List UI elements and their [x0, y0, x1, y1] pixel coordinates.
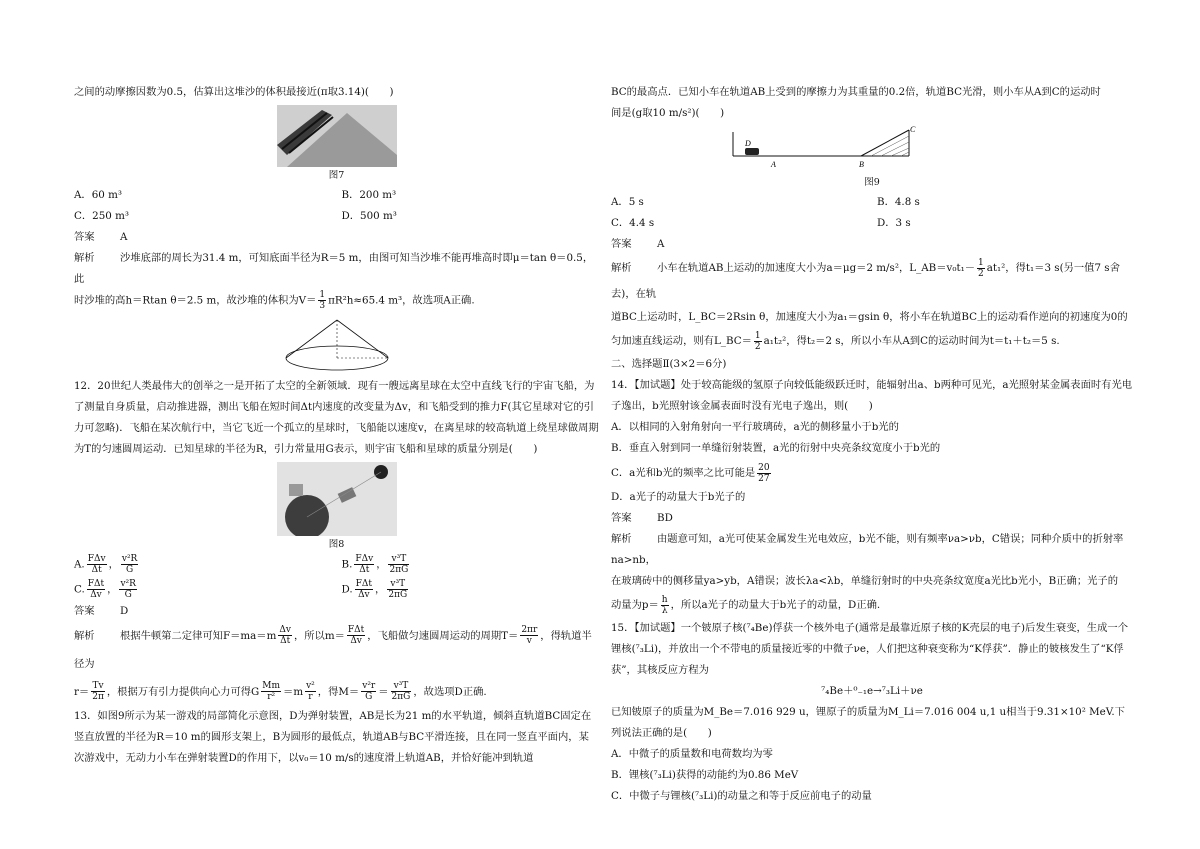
q13-analysis-line-1	[611, 255, 1133, 307]
fraction	[388, 554, 409, 575]
analysis-text: ，得轨道半径为	[74, 629, 592, 670]
numerator: FΔt	[347, 625, 365, 635]
denominator: 2πG	[388, 590, 408, 600]
q14-analysis-line-2: 在玻璃砖中的侧移量ya>yb，A错误；波长λa<λb，单缝衍射时的中央亮条纹宽度a光比b光小，B正确；光子的	[611, 575, 1119, 587]
q13-tail-2: 间是(g取10 m/s²)( )	[611, 107, 725, 119]
q11-analysis-line-1	[74, 248, 599, 290]
q12-option-a[interactable]: A. $\frac{\text{FΔv}}{\Delta t}$ ， $\frac{\text{v²R}}{G}$	[74, 553, 138, 575]
analysis-text: ，得M＝	[317, 685, 360, 698]
analysis-text: ＝	[378, 685, 389, 698]
fraction	[305, 681, 316, 702]
analysis-label: 解析	[611, 533, 632, 545]
analysis-text: 由题意可知，a光可使某金属发生光电效应，b光不能，则有频率νa>νb，C错误；同种介质中的折射率na>nb，	[611, 533, 1124, 566]
fraction	[387, 579, 408, 600]
numerator: v³T	[387, 579, 408, 590]
fraction	[757, 463, 770, 484]
q12-analysis-line-2	[74, 678, 599, 706]
label-b: B	[859, 160, 864, 169]
answer-label: 答案	[611, 512, 632, 524]
q14-option-c[interactable]	[611, 459, 1133, 487]
q11-tail: 之间的动摩擦因数为0.5，估算出这堆沙的体积最接近(π取3.14)( )	[74, 86, 394, 98]
track-diagram	[731, 126, 921, 174]
fraction	[119, 579, 136, 600]
denominator: r	[308, 692, 313, 702]
answer-value: BD	[657, 512, 673, 524]
numerator: FΔv	[87, 553, 106, 564]
denominator: λ	[661, 605, 668, 616]
fraction	[121, 554, 138, 575]
answer-label: 答案	[611, 238, 632, 250]
answer-label: 答案	[74, 604, 95, 617]
q14-option-a[interactable]: A．以相同的入射角射向一平行玻璃砖，a光的侧移量小于b光的	[611, 421, 899, 433]
q13-analysis-line-3	[611, 328, 1133, 354]
q15-equation: ⁷₄Be＋⁰₋₁e→⁷₃Li＋νe	[821, 685, 923, 697]
denominator: 27	[758, 473, 770, 484]
denominator: Δv	[90, 590, 102, 600]
fraction	[354, 554, 374, 575]
denominator: 2πG	[389, 564, 409, 575]
analysis-text: 动量为p＝	[611, 599, 659, 611]
denominator: 2πG	[391, 692, 411, 702]
numerator: v²r	[362, 681, 376, 691]
analysis-text: ，所以a光子的动量大于b光子的动量，D正确.	[670, 599, 881, 611]
analysis-text: 根据牛顿第二定律可知F＝ma＝m	[120, 629, 277, 642]
denominator: 2	[978, 268, 984, 279]
numerator: 1	[978, 257, 984, 268]
analysis-text: r＝	[74, 685, 90, 698]
fraction	[520, 625, 538, 646]
q11-answer	[74, 227, 599, 248]
option-letter: A.	[74, 558, 85, 570]
q12-option-d[interactable]: D. $\frac{\text{FΔt}}{\Delta v}$ ， $\frac{\text{v³T}}{2\pi G}$	[341, 579, 408, 600]
q15-text: 15．【加试题】一个铍原子核(⁷₄Be)俘获一个核外电子(通常是最靠近原子核的K壳层的电子)后发生衰变，生成一个锂核(⁷₃Li)，并放出一个不带电的质量接近零的中微子νe，人们把这种衰变称为“K俘获”．静止的铍核发生了“K俘获”，其核反应方程为	[611, 622, 1128, 676]
q11-options	[74, 185, 599, 227]
q11-option-c[interactable]: C．250 m³	[74, 210, 129, 222]
label-c: C	[910, 126, 916, 134]
numerator: v³T	[388, 554, 409, 565]
analysis-label: 解析	[74, 252, 95, 264]
spaceship-planet-photo	[277, 462, 397, 536]
q13-option-b[interactable]: B．4.8 s	[877, 196, 920, 208]
answer-value: D	[120, 604, 129, 617]
fraction	[355, 579, 373, 600]
fraction	[261, 681, 281, 702]
analysis-text: a₁t₂²，得t₂＝2 s，所以小车从A到C的运动时间为t＝t₁＋t₂＝5 s.	[763, 335, 1060, 347]
fraction	[87, 554, 107, 575]
numerator: v²R	[121, 553, 138, 564]
q12-option-b[interactable]: B. $\frac{\text{FΔv}}{\Delta t}$ ， $\frac{\text{v³T}}{2\pi G}$	[341, 553, 409, 575]
label-d: D	[745, 139, 751, 148]
q14-text: 14．【加试题】处于较高能级的氢原子向较低能级跃迁时，能辐射出a、b两种可见光，a光照射某金属表面时有光电子逸出，b光照射该金属表面时没有光电子逸出，则( )	[611, 379, 1133, 412]
q11-analysis-line-2	[74, 290, 599, 312]
q15-text-2: 已知铍原子的质量为M_Be＝7.016 929 u，锂原子的质量为M_Li＝7.016 004 u,1 u相当于9.31×10² MeV.下列说法正确的是( )	[611, 706, 1125, 739]
figure-8-caption: 图8	[328, 538, 345, 550]
numerator: Δv	[279, 625, 291, 635]
analysis-text: 沙堆底部的周长为31.4 m，可知底面半径为R＝5 m，由图可知当沙堆不能再堆高时即μ＝tan θ＝0.5，此	[74, 252, 594, 285]
q11-option-d[interactable]: D．500 m³	[341, 210, 397, 222]
denominator: 2π	[92, 692, 104, 702]
q13-tail-1: BC的最高点．已知小车在轨道AB上受到的摩擦力为其重量的0.2倍，轨道BC光滑，则小车从A到C的运动时	[611, 86, 1101, 98]
denominator: G	[124, 590, 132, 600]
figure-7-caption: 图7	[328, 170, 345, 181]
q12-text: 12．20世纪人类最伟大的创举之一是开拓了太空的全新领域．现有一艘远离星球在太空中直线飞行的宇宙飞船，为了测量自身质量，启动推进器，测出飞船在短时间Δt内速度的改变量为Δv，和飞船受到的推力F(其它星球对它的引力可忽略)．飞船在某次航行中，当它飞近一个孤立的星球时，飞船能以速度v，在离星球的较高轨道上绕星球做周期为T的匀速圆周运动．已知星球的半径为R，引力常量用G表示，则宇宙飞船和星球的质量分别是( )	[74, 379, 599, 455]
fraction	[91, 681, 105, 702]
q11-option-a[interactable]: A．60 m³	[74, 189, 123, 201]
fraction	[361, 681, 376, 702]
analysis-label: 解析	[611, 262, 632, 274]
fraction	[347, 625, 365, 646]
sand-pile-photo	[277, 105, 397, 167]
figure-7	[74, 105, 599, 167]
q12-analysis-line-1	[74, 622, 599, 678]
analysis-text: πR²h≈65.4 m³，故选项A正确.	[328, 294, 475, 307]
analysis-text: 匀加速直线运动，则有L_BC＝	[611, 335, 752, 347]
q13-options	[611, 192, 1133, 234]
left-column	[74, 82, 599, 769]
option-letter: D.	[341, 583, 353, 596]
analysis-text: 时沙堆的高h＝Rtan θ＝2.5 m，故沙堆的体积为V＝	[74, 294, 317, 307]
analysis-text: ，故选项D正确.	[413, 685, 487, 698]
option-text: C．a光和b光的频率之比可能是	[611, 467, 756, 479]
answer-label: 答案	[74, 231, 95, 243]
q14-analysis-line-3	[611, 592, 1133, 618]
q13-option-d[interactable]: D．3 s	[877, 217, 911, 229]
q13-text: 13．如图9所示为某一游戏的局部简化示意图，D为弹射装置，AB是长为21 m的水平轨道，倾斜直轨道BC固定在竖直放置的半径为R＝10 m的圆形支架上，B为圆形的最低点，轨道AB与BC平滑连接，且在同一竖直平面内，某次游戏中，无动力小车在弹射装置D的作用下，以v₀＝10 m/s的速度滑上轨道AB，并恰好能冲到轨道	[74, 709, 592, 764]
fraction	[391, 681, 412, 702]
analysis-text: 小车在轨道AB上运动的加速度大小为a＝μg＝2 m/s²，L_AB＝v₀t₁－	[657, 262, 976, 274]
numerator: FΔv	[355, 553, 374, 564]
numerator: 1	[754, 330, 761, 341]
q14-option-d[interactable]: D．a光子的动量大于b光子的	[611, 491, 746, 503]
q13-answer	[611, 234, 1133, 255]
answer-value: A	[120, 231, 128, 243]
q13-option-a[interactable]: A．5 s	[611, 196, 644, 208]
denominator: r²	[267, 692, 276, 702]
fraction	[278, 625, 292, 646]
q13-option-c[interactable]: C．4.4 s	[611, 217, 655, 229]
q15-option-b[interactable]: B．锂核(⁷₃Li)获得的动能约为0.86 MeV	[611, 769, 799, 781]
car-icon	[745, 148, 759, 155]
analysis-text: ，飞船做匀速圆周运动的周期T＝	[367, 629, 519, 642]
denominator: Δt	[280, 636, 291, 646]
option-letter: C.	[74, 583, 85, 596]
numerator: Mm	[262, 681, 281, 691]
q15-option-a[interactable]: A．中微子的质量数和电荷数均为零	[611, 748, 773, 760]
numerator: 20	[758, 462, 770, 473]
analysis-text: ，根据万有引力提供向心力可得G	[106, 685, 260, 698]
cone-diagram	[74, 318, 599, 372]
figure-9	[731, 126, 1133, 174]
denominator: Δv	[350, 636, 362, 646]
q14-analysis-line-1	[611, 529, 1133, 571]
denominator: Δt	[359, 564, 370, 575]
answer-value: A	[657, 238, 665, 250]
right-column	[611, 82, 1133, 807]
denominator: Δt	[91, 564, 102, 575]
fraction	[977, 258, 985, 279]
fraction	[87, 579, 105, 600]
denominator: 2	[754, 341, 761, 352]
label-a: A	[771, 160, 776, 169]
fraction	[318, 290, 326, 311]
numerator: 1	[319, 290, 326, 300]
analysis-label: 解析	[74, 629, 95, 642]
numerator: v²	[306, 681, 315, 691]
denominator: G	[365, 692, 373, 702]
q12-answer	[74, 601, 599, 622]
q12-option-c[interactable]: C. $\frac{\text{FΔt}}{\Delta v}$ ， $\frac{\text{v²R}}{G}$	[74, 579, 136, 600]
numerator: v²R	[120, 579, 136, 589]
q12-options	[74, 554, 599, 601]
denominator: G	[125, 564, 134, 575]
q14-answer	[611, 508, 1133, 529]
fraction	[661, 595, 669, 616]
analysis-text: at₁²，得t₁＝3 s(另一值7 s舍去)，在轨	[611, 262, 1120, 300]
numerator: 2πr	[521, 625, 538, 635]
numerator: v³T	[391, 681, 412, 692]
numerator: FΔt	[355, 579, 373, 589]
q14-option-b[interactable]: B．垂直入射到同一单缝衍射装置，a光的衍射中央亮条纹宽度小于b光的	[611, 442, 941, 454]
q11-option-b[interactable]: B．200 m³	[341, 189, 397, 201]
analysis-text: ＝m	[283, 685, 304, 698]
denominator: Δv	[358, 590, 370, 600]
section-heading: 二、选择题Ⅱ(3×2＝6分)	[611, 358, 727, 370]
numerator: h	[661, 594, 668, 605]
cone-icon	[282, 318, 392, 372]
option-letter: B.	[341, 558, 353, 570]
denominator: 3	[319, 301, 326, 311]
figure-8	[74, 462, 599, 536]
analysis-text: ，所以m＝	[293, 629, 345, 642]
numerator: FΔt	[87, 579, 105, 589]
denominator: v	[526, 636, 532, 646]
q15-option-c[interactable]: C．中微子与锂核(⁷₃Li)的动量之和等于反应前电子的动量	[611, 790, 872, 802]
figure-9-caption: 图9	[864, 177, 880, 188]
fraction	[754, 331, 762, 352]
q13-analysis-line-2: 道BC上运动时，L_BC＝2Rsin θ，加速度大小为a₁＝gsin θ，将小车在轨道BC上的运动看作逆向的初速度为0的	[611, 311, 1128, 323]
numerator: Tv	[92, 681, 104, 691]
